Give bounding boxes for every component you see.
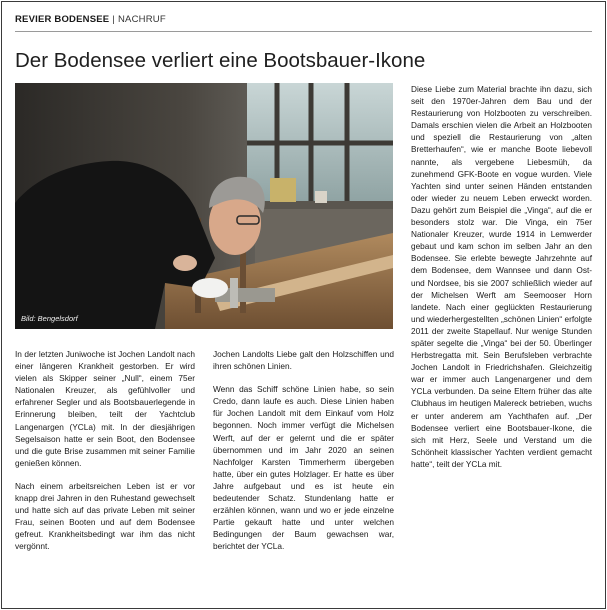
header-separator: | [112,14,115,25]
article-photo [15,83,393,329]
article-column-3 [411,84,592,482]
workshop-photo-illustration [15,83,393,329]
article-headline: Der Bodensee verliert eine Bootsbauer-Ikone [15,49,426,72]
section-label: REVIER BODENSEE [15,14,110,25]
article-column-2 [213,348,394,564]
paragraph: Wenn das Schiff schöne Linien habe, so sein Credo, dann laufe es auch. Diese Linien haben für Jochen Landolt mit dem Einkauf vom Holz begonnen. Noch immer verfügt die Michelsen Werft, auf der er gelernt und die er später übernommen und im Jahr 2020 an seinen Nachfolger Karsten Timmerherm übergeben hatte, über ein gutes Holzlager. Er hatte es über Jahre aufgebaut und es ist heute ein bedeutender Schatz. Stundenlang hatte er erzählen können, wann und wo er jede einzelne Partie gekauft hatte und unter welchen Bedingungen der Baum gewachsen war, berichtet der YCLa. [213,384,394,552]
article-column-1 [15,348,195,564]
paragraph: In der letzten Juniwoche ist Jochen Landolt nach einer längeren Krankheit gestorben. Er wird vielen als Skipper seiner „Null“, einem 75er Nationalen Kreuzer, als gefühlvoller und erfahrener Segler und als Bootsbauerlegende in Erinnerung bleiben, teilt der Yachtclub Langenargen (YCLa) mit. In der diesjährigen Segelsaison hatte er sein Boot, den Bodensee und die gute Brise zusammen mit seiner Familie genießen können. [15,349,195,468]
photo-credit: Bild: Bengelsdorf [21,314,78,323]
paragraph: Diese Liebe zum Material brachte ihn dazu, sich seit den 1970er-Jahren dem Bau und der Restaurierung von Holzbooten zu verschreiben. Damals erschien vielen die Arbeit an Holzbooten und speziell die Restaurierung von „alten Bretterhaufen“, wie er manche Boote liebevoll nannte, als vergebene Liebesmüh, da zunehmend GFK-Boote en vogue wurden. Viele Yachten sind unter seinen Händen entstanden oder wieder zu neuem Leben erweckt worden. Dazu gehört zum Beispiel die „Vinga“, auf die er besonders stolz war. Die Vinga, ein 75er Nationaler Kreuzer, wurde 1914 in Lemwerder gebaut und kam schon im selben Jahr an den Bodensee. Sie erlebte bewegte Jahrzehnte auf dem Bodensee, dem Wannsee und dann Ost- und Nordsee, bis sie 2007 schließlich wieder auf der Michelsen Werft am Seemooser Horn landete. Nach einer geglückten Restaurierung und wiederhergestellten „schönen Linien“ erfolgte 2011 der zweite Stapellauf. Nur wenige Stunden später segelte die „Vinga“ bei der 50. Überlinger Herbstregatta mit. Sein Berufsleben verbrachte Jochen Landolt in Friedrichshafen. Gleichzeitig war er immer auch Langenargener und dem YCLa verbunden. Da seine Eltern früher das alte Clubhaus im heutigen Malereck betrieben, wuchs er unter anderem am Yachthafen auf. „Der Bodensee verliert eine Bootsbauer-Ikone, die sich mit Herz, Seele und Verstand um die Schönheit klassischer Yachten verdient gemacht hatte“, teilt der YCLa mit. [411,85,592,469]
header-rule [15,31,592,32]
subsection-label: NACHRUF [118,14,166,25]
paragraph: Nach einem arbeitsreichen Leben ist er vor knapp drei Jahren in den Ruhestand gewechselt und hatte sich auf das private Leben mit seiner Frau, seinen Booten und auf dem Bodensee gefreut. Krankheitsbedingt war ihm das nicht vergönnt. [15,480,195,552]
section-header [15,14,166,25]
paragraph: Jochen Landolts Liebe galt den Holzschiffen und ihren schönen Linien. [213,349,394,372]
